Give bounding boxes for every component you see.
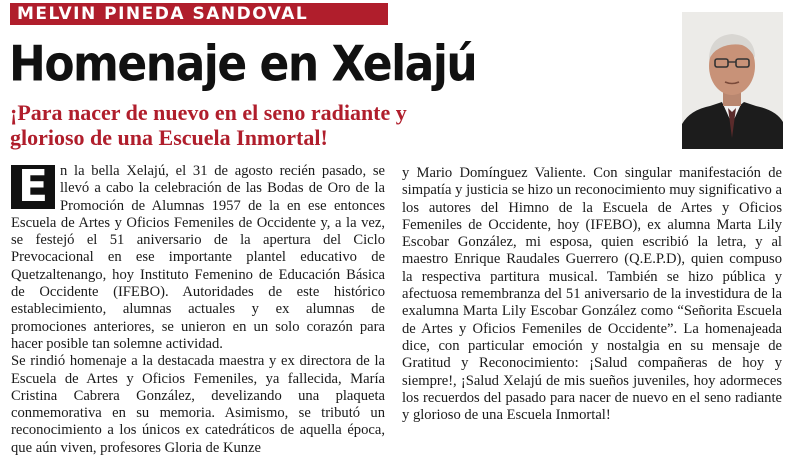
paragraph-3: y Mario Domínguez Valiente. Con singular manifestación de simpatía y justicia se hizo un reconocimiento muy significativo a los autores del Himno de la Escuela de Artes y Oficios Femeniles de Occidente, hoy (IFEBO), ex alumna Marta Lily Escobar González, mi esposa, quien escribió la letra, y al maestro Enrique Raudales Guerrero (Q.E.P.D), quien compuso la respectiva partitura musical. También se hizo pública y afectuosa remembranza del 51 aniversario de la investidura de la exalumna Marta Lily Escobar González como “Señorita Escuela de Artes y Oficios Femeniles de Occidente”. La homenajeada dice, con particular emoción y nostalgia en su mensaje de Gratitud y Reconocimiento: ¡Salud compañeras de hoy y siempre!, ¡Salud Xelajú de mis sueños juveniles, hoy adormeces los recuerdos del pasado para nacer de nuevo en el seno radiante y glorioso de una Escuela Inmortal! (402, 165, 782, 424)
article-column-2 (402, 165, 782, 424)
drop-cap (11, 161, 55, 212)
article-column-1 (11, 163, 385, 457)
byline-banner (10, 3, 388, 25)
drop-cap-letter: E (17, 161, 49, 212)
paragraph-1: n la bella Xelajú, el 31 de agosto recién pasado, se llevó a cabo la celebración de las Bodas de Oro de la Promoción de Alumnas 1957 de la en ese entonces Escuela de Artes y Oficios Femeniles de Occidente y, a la vez, se festejó el 51 aniversario de la apertura del Ciclo Prevocacional en ese importante plantel educativo de Quetzaltenango, hoy Instituto Femenino de Educación Básica de Occidente (IFEBO). Autoridades de este histórico establecimiento, alumnas actuales y ex alumnas de promociones anteriores, se unieron en un solo corazón para hacer posible tan solemne actividad. (11, 163, 385, 352)
headline: Homenaje en Xelajú (9, 35, 477, 93)
paragraph-2: Se rindió homenaje a la destacada maestra y ex directora de la Escuela de Artes y Oficios Femeniles, ya fallecida, María Cristina Cabrera González, develizando una plaqueta conmemorativa en su memoria. Asimismo, se tributó un reconocimiento a los únicos ex catedráticos de aquella época, que aún viven, profesores Gloria de Kunze (11, 353, 385, 456)
subtitle: ¡Para nacer de nuevo en el seno radiante y glorioso de una Escuela Inmortal! (10, 100, 407, 150)
byline-text: MELVIN PINEDA SANDOVAL (17, 4, 309, 24)
portrait-icon (682, 12, 783, 149)
author-photo-icon (682, 12, 783, 149)
